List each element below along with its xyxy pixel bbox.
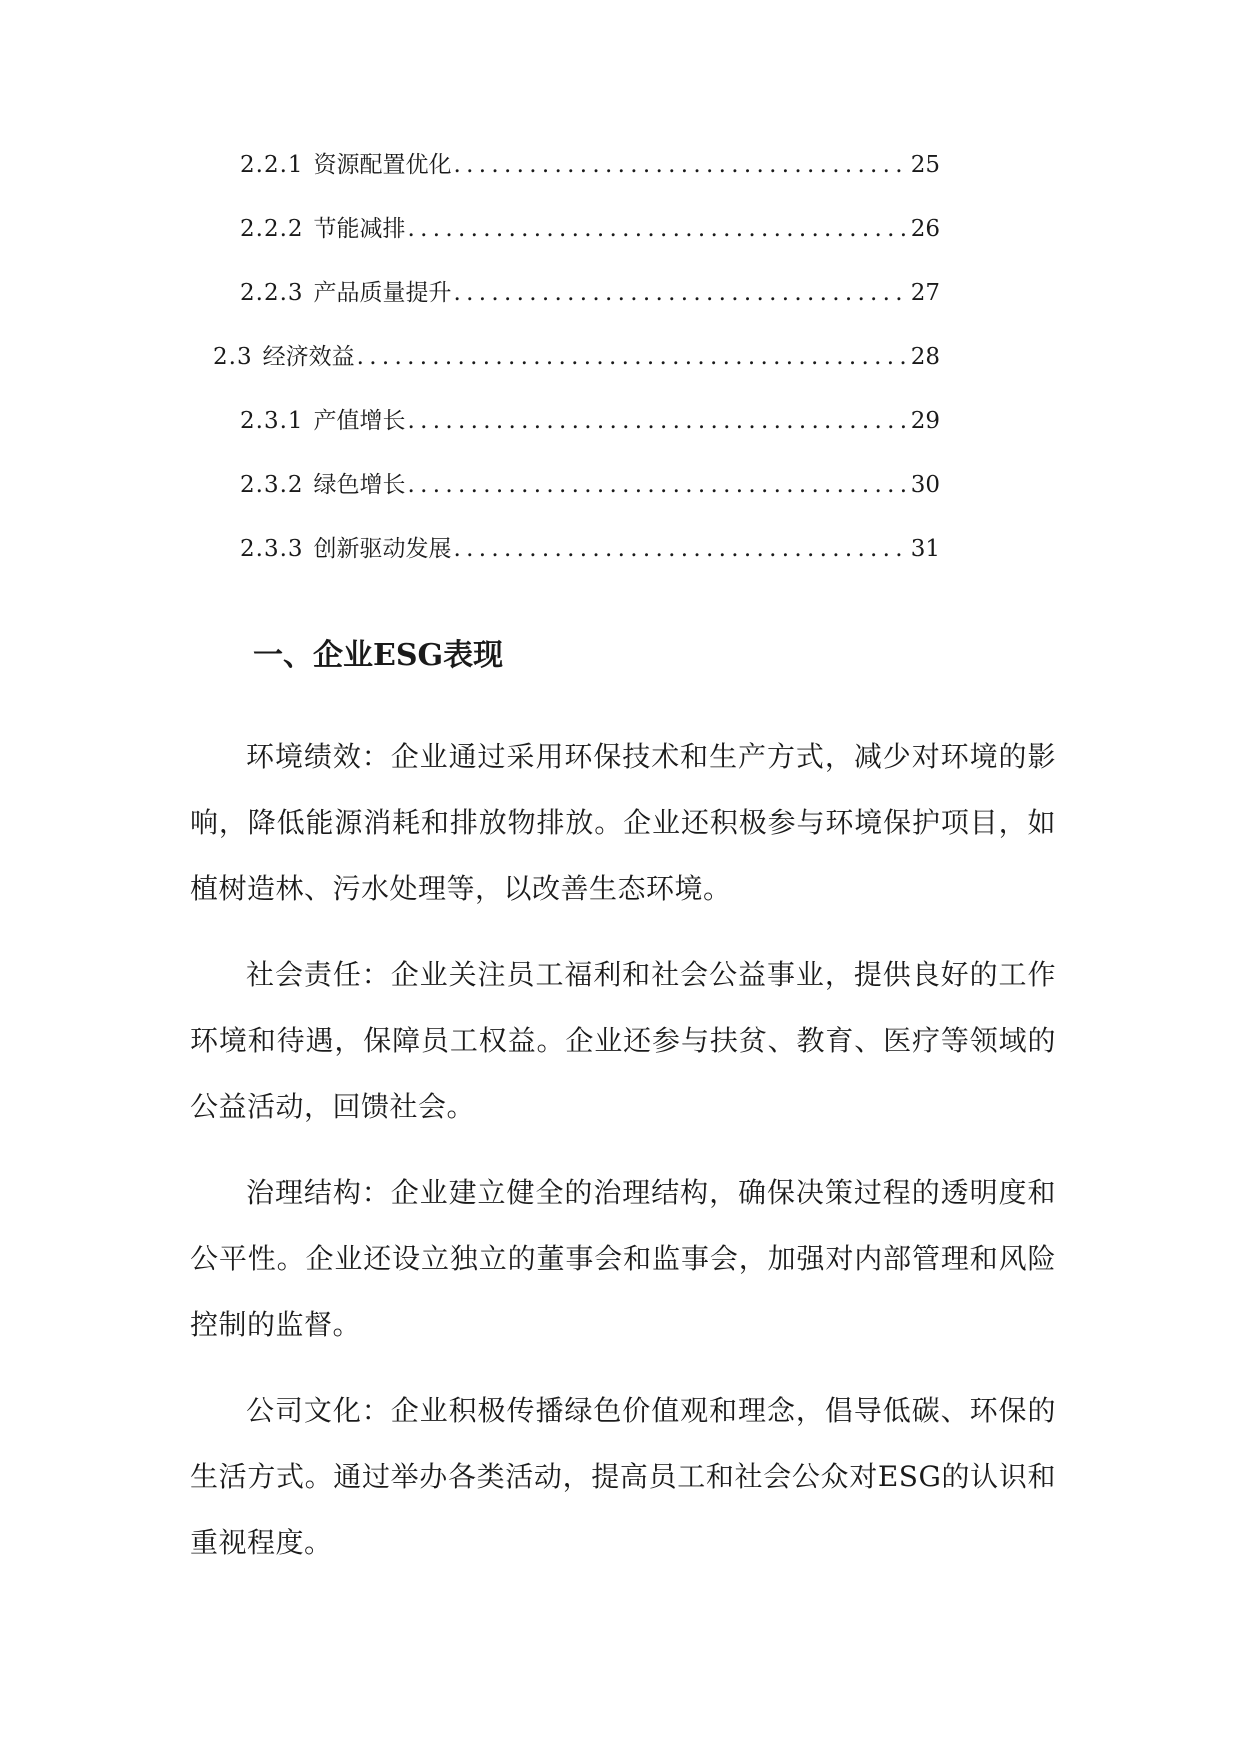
toc-entry-label: 创新驱动发展 — [313, 536, 452, 562]
toc-entry-page: 25 — [910, 152, 940, 178]
toc-entry-page: 29 — [910, 408, 940, 434]
toc-entry-number: 2.3.3 — [240, 536, 304, 562]
toc-dot-leader — [408, 465, 909, 505]
paragraph-environment: 环境绩效：企业通过采用环保技术和生产方式，减少对环境的影响，降低能源消耗和排放物排放。企业还积极参与环境保护项目，如植树造林、污水处理等，以改善生态环境。 — [190, 740, 1056, 905]
toc-entry-page: 31 — [910, 536, 940, 562]
paragraph-culture: 公司文化：企业积极传播绿色价值观和理念，倡导低碳、环保的生活方式。通过举办各类活动，提高员工和社会公众对ESG的认识和重视程度。 — [190, 1394, 1056, 1559]
toc-dot-leader — [357, 337, 909, 377]
toc-entry-number: 2.2.3 — [240, 280, 304, 306]
toc-entry-number: 2.3.1 — [240, 408, 304, 434]
toc-entry[interactable] — [240, 145, 940, 185]
paragraph-governance: 治理结构：企业建立健全的治理结构，确保决策过程的透明度和公平性。企业还设立独立的董事会和监事会，加强对内部管理和风险控制的监督。 — [190, 1176, 1056, 1341]
toc-entry-label: 绿色增长 — [313, 472, 406, 498]
toc-entry[interactable] — [240, 401, 940, 441]
paragraph-social: 社会责任：企业关注员工福利和社会公益事业，提供良好的工作环境和待遇，保障员工权益。企业还参与扶贫、教育、医疗等领域的公益活动，回馈社会。 — [190, 958, 1056, 1123]
toc-entry-page: 28 — [910, 344, 940, 370]
toc-dot-leader — [454, 529, 909, 569]
toc-entry-page: 26 — [910, 216, 940, 242]
toc-entry-number: 2.3 — [213, 344, 253, 370]
toc-entry-number: 2.3.2 — [240, 472, 304, 498]
toc-entry-number: 2.2.1 — [240, 152, 304, 178]
toc-dot-leader — [408, 401, 909, 441]
section-body — [190, 724, 1056, 1596]
toc-entry-label: 节能减排 — [313, 216, 406, 242]
toc-entry-label: 产品质量提升 — [313, 280, 452, 306]
toc-dot-leader — [408, 209, 909, 249]
toc-dot-leader — [454, 273, 909, 313]
toc-entry-page: 27 — [910, 280, 940, 306]
toc-entry[interactable] — [240, 209, 940, 249]
toc-entry-number: 2.2.2 — [240, 216, 304, 242]
toc-entry-label: 经济效益 — [262, 344, 355, 370]
toc-entry[interactable] — [213, 337, 940, 377]
toc-entry[interactable] — [240, 529, 940, 569]
section-heading: 一、企业ESG表现 — [253, 638, 504, 673]
toc-dot-leader — [454, 145, 909, 185]
toc-entry-label: 资源配置优化 — [313, 152, 452, 178]
toc-entry[interactable] — [240, 465, 940, 505]
toc-entry[interactable] — [240, 273, 940, 313]
toc-entry-page: 30 — [910, 472, 940, 498]
toc-entry-label: 产值增长 — [313, 408, 406, 434]
